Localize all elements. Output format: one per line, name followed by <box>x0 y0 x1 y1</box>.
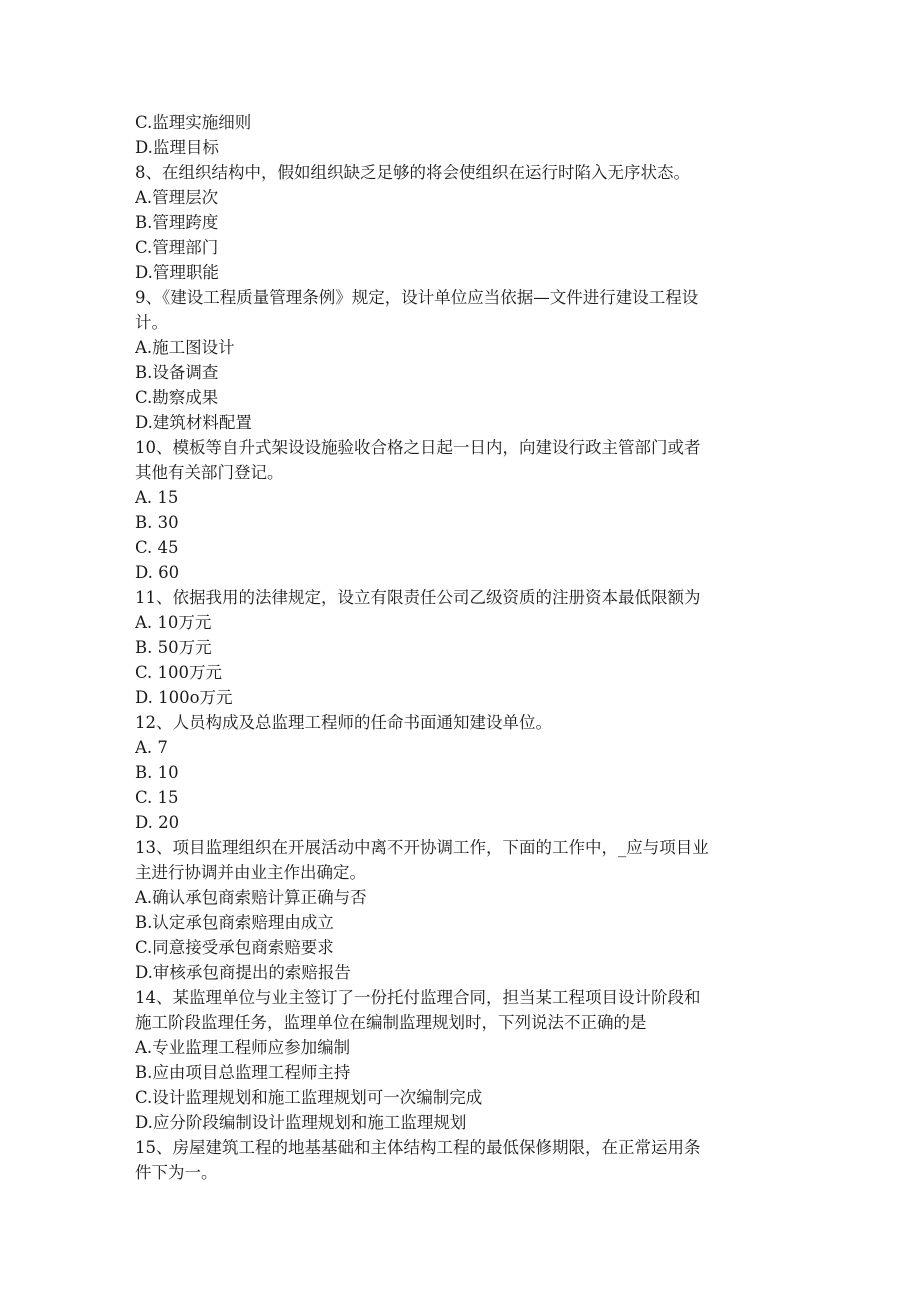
option-line: D.审核承包商提出的索赔报告 <box>135 963 351 982</box>
option-line: D. 20 <box>135 813 180 832</box>
question-10-stem-cont: 其他有关部门登记。 <box>135 463 284 482</box>
document-body <box>135 110 795 1185</box>
option-line: A. 15 <box>135 488 179 507</box>
option-line: C. 45 <box>135 538 179 557</box>
question-8-stem: 8、在组织结构中，假如组织缺乏足够的将会使组织在运行时陷入无序状态。 <box>135 163 690 182</box>
option-line: A.施工图设计 <box>135 338 235 357</box>
option-line: B.应由项目总监理工程师主持 <box>135 1063 351 1082</box>
question-13-stem: 13、项目监理组织在开展活动中离不开协调工作，下面的工作中，_应与项目业 <box>135 838 709 857</box>
question-14-stem: 14、某监理单位与业主签订了一份托付监理合同，担当某工程项目设计阶段和 <box>135 988 701 1007</box>
option-line: D.建筑材料配置 <box>135 413 252 432</box>
option-line: D.应分阶段编制设计监理规划和施工监理规划 <box>135 1113 467 1132</box>
option-line: B.设备调查 <box>135 363 219 382</box>
option-line: A. 10万元 <box>135 613 212 632</box>
option-line: B.管理跨度 <box>135 213 219 232</box>
question-10-stem: 10、模板等自升式架设设施验收合格之日起一日内，向建设行政主管部门或者 <box>135 438 701 457</box>
option-line: B. 50万元 <box>135 638 212 657</box>
question-15-stem-cont: 件下为一。 <box>135 1163 218 1182</box>
option-line: A.专业监理工程师应参加编制 <box>135 1038 351 1057</box>
option-line: C.勘察成果 <box>135 388 219 407</box>
option-line: C. 100万元 <box>135 663 223 682</box>
question-11-stem: 11、依据我用的法律规定，设立有限责任公司乙级资质的注册资本最低限额为 <box>135 588 701 607</box>
option-line: C. 15 <box>135 788 179 807</box>
option-line: D. 60 <box>135 563 180 582</box>
text-line: C.监理实施细则 <box>135 113 252 132</box>
option-line: C.管理部门 <box>135 238 219 257</box>
option-line: A. 7 <box>135 738 168 757</box>
option-line: B. 10 <box>135 763 179 782</box>
question-14-stem-cont: 施工阶段监理任务，监理单位在编制监理规划时，下列说法不正确的是 <box>135 1013 647 1032</box>
text-line: D.监理目标 <box>135 138 219 157</box>
option-line: C.设计监理规划和施工监理规划可一次编制完成 <box>135 1088 483 1107</box>
question-12-stem: 12、人员构成及总监理工程师的任命书面通知建设单位。 <box>135 713 552 732</box>
option-line: D. 100o万元 <box>135 688 233 707</box>
option-line: D.管理职能 <box>135 263 219 282</box>
option-line: A.确认承包商索赔计算正确与否 <box>135 888 367 907</box>
question-13-stem-cont: 主进行协调并由业主作出确定。 <box>135 863 366 882</box>
option-line: B.认定承包商索赔理由成立 <box>135 913 334 932</box>
option-line: A.管理层次 <box>135 188 219 207</box>
option-line: C.同意接受承包商索赔要求 <box>135 938 334 957</box>
question-9-stem-cont: 计。 <box>135 313 168 332</box>
question-15-stem: 15、房屋建筑工程的地基基础和主体结构工程的最低保修期限，在正常运用条 <box>135 1138 701 1157</box>
question-9-stem: 9、《建设工程质量管理条例》规定，设计单位应当依据—文件进行建设工程设 <box>135 288 699 307</box>
option-line: B. 30 <box>135 513 179 532</box>
